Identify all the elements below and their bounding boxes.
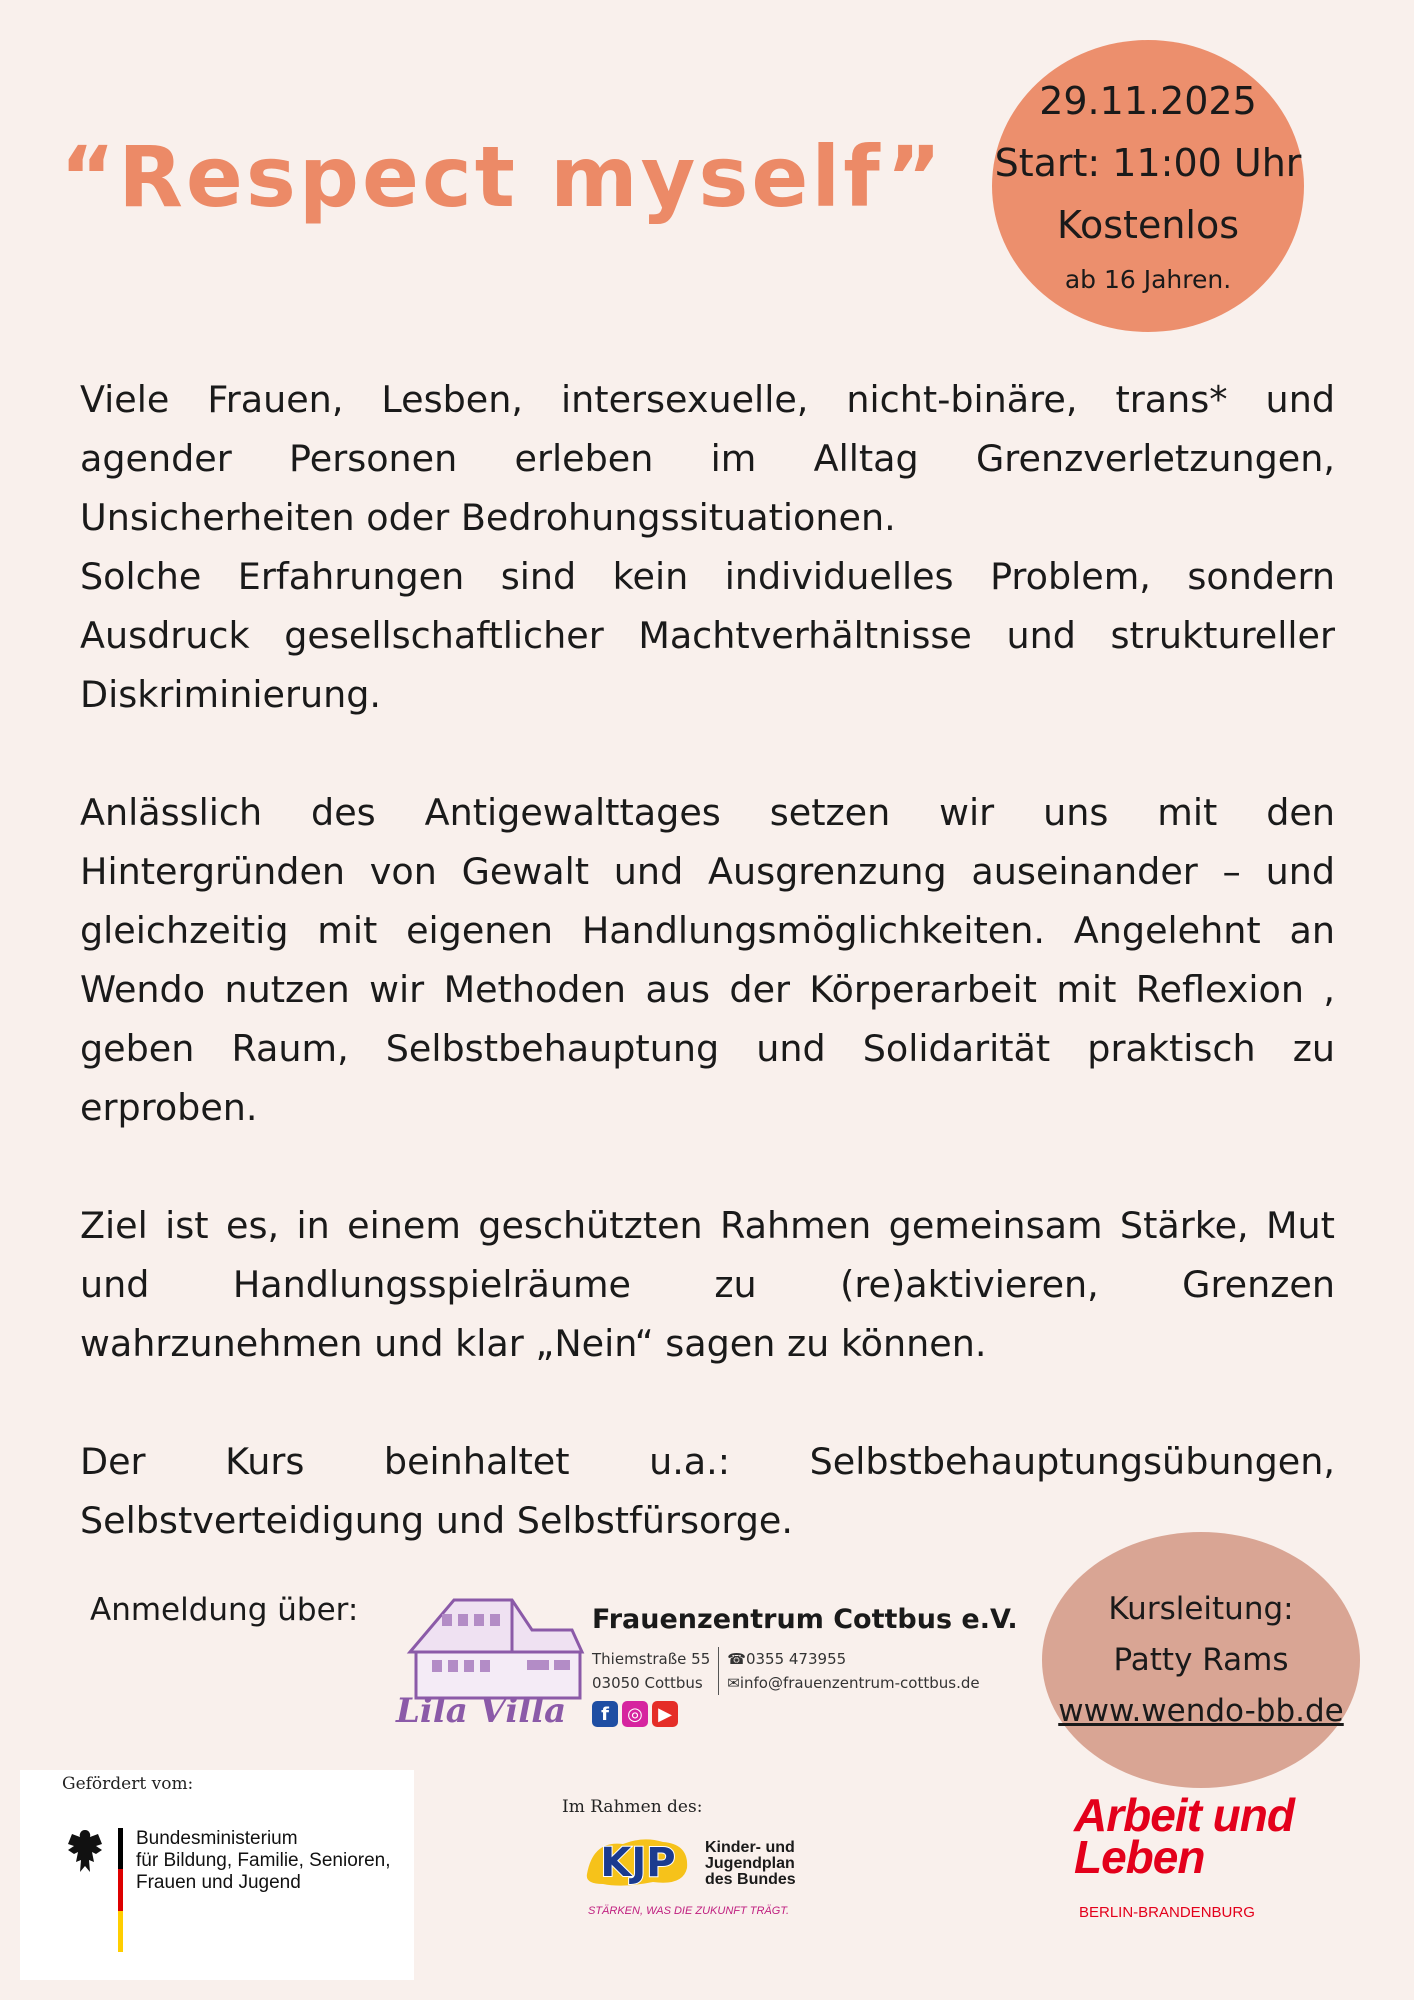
page-title: “Respect myself” [60,128,945,226]
funding-box [20,1770,414,1980]
lila-villa-logo [382,1590,592,1730]
kjp-label: Im Rahmen des: [562,1797,703,1817]
org-street: Thiemstraße 55 [592,1650,711,1668]
paragraph-4: Ziel ist es, in einem geschützten Rahmen gemeinsam Stärke, Mut und Handlungsspielräume zu (re)aktivieren, Grenzen wahrzunehmen und klar „Nein“ sagen zu können. [80,1204,1335,1365]
paragraph-3: Anlässlich des Antigewalttages setzen wir uns mit den Hintergründen von Gewalt und Ausgrenzung auseinander – und gleichzeitig mit eigenen Handlungsmöglichkeiten. Angelehnt an Wendo nutzen wir Methoden aus der Körperarbeit mit Reflexion , geben Raum, Selbstbehauptung und Solidarität praktisch zu erproben. [80,791,1335,1129]
leader-website-link[interactable]: www.wendo-bb.de [1058,1692,1344,1729]
lila-villa-logo-text: Lila Villa [396,1691,567,1730]
description [80,370,1335,1550]
instagram-icon[interactable]: ◎ [622,1701,648,1727]
kjp-logo-text: KJP [600,1840,676,1886]
event-info-badge [992,40,1304,332]
event-start-time: Start: 11:00 Uhr [994,141,1302,185]
org-phone[interactable]: ☎0355 473955 [727,1650,847,1668]
frauenzentrum-contact [592,1604,1018,1727]
arbeit-und-leben-region: BERLIN-BRANDENBURG [1079,1904,1255,1921]
org-email[interactable]: ✉info@frauenzentrum-cottbus.de [727,1674,980,1692]
ministry-name: Bundesministerium für Bildung, Familie, Senioren, Frauen und Jugend [136,1828,391,1893]
paragraph-2: Solche Erfahrungen sind kein individuelles Problem, sondern Ausdruck gesellschaftlicher Machtverhältnisse und struktureller Diskriminierung. [80,555,1335,716]
paragraph-5: Der Kurs beinhaltet u.a.: Selbstbehauptungsübungen, Selbstverteidigung und Selbstfürsorge. [80,1440,1335,1542]
course-leader-badge [1042,1532,1360,1788]
german-flag-bar-icon [118,1828,123,1952]
facebook-icon[interactable]: f [592,1701,618,1727]
arbeit-und-leben-logo: Arbeit und Leben [1074,1789,1294,1883]
registration-label: Anmeldung über: [90,1592,359,1628]
paragraph-1: Viele Frauen, Lesben, intersexuelle, nicht-binäre, trans* und agender Personen erleben im Alltag Grenzverletzungen, Unsicherheiten oder Bedrohungssituationen. [80,378,1335,539]
kjp-slogan: STÄRKEN, WAS DIE ZUKUNFT TRÄGT. [588,1905,790,1917]
funding-label: Gefördert vom: [62,1774,194,1794]
event-date: 29.11.2025 [1039,79,1257,123]
org-name: Frauenzentrum Cottbus e.V. [592,1604,1018,1635]
event-age: ab 16 Jahren. [1064,265,1232,294]
leader-name: Patty Rams [1113,1641,1289,1678]
youtube-icon[interactable]: ▶ [652,1701,678,1727]
org-city: 03050 Cottbus [592,1674,703,1692]
event-price: Kostenlos [1056,203,1240,247]
leader-label: Kursleitung: [1108,1590,1294,1627]
kjp-name: Kinder- und Jugendplan des Bundes [705,1839,796,1888]
federal-eagle-icon [64,1826,106,1878]
kjp-logo [583,1834,693,1888]
